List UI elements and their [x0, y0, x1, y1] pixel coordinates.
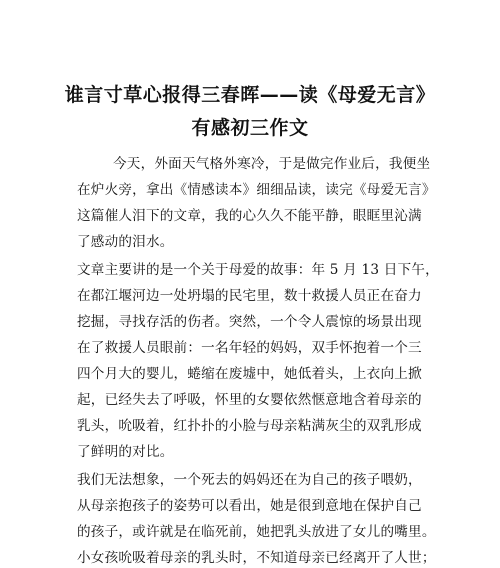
- document-title-line-2: 有感初三作文: [191, 117, 309, 139]
- paragraph-line: 挖掘，寻找存活的伤者。突然，一个令人震惊的场景出现: [77, 314, 422, 330]
- paragraph-line: 今天，外面天气格外寒冷，于是做完作业后，我便坐: [113, 156, 431, 172]
- paragraph-line: 的孩子，或许就是在临死前，她把乳头放进了女儿的嘴里。: [77, 524, 436, 540]
- paragraph-line: 在了救援人员眼前：一名年轻的妈妈，双手怀抱着一个三: [77, 340, 422, 356]
- paragraph-line: 我们无法想象，一个死去的妈妈还在为自己的孩子喂奶，: [77, 472, 422, 488]
- paragraph-line: 从母亲抱孩子的姿势可以看出，她是很到意地在保护自己: [77, 498, 422, 514]
- paragraph-line: 在炉火旁，拿出《情感读本》细细品读，读完《母爱无言》: [77, 182, 436, 198]
- document-title-line-1: 谁言寸草心报得三春晖——读《母爱无言》: [64, 84, 436, 106]
- paragraph-line: 小女孩吮吸着母亲的乳头时，不知道母亲已经离开了人世；: [77, 550, 436, 566]
- paragraph-line: 四个月大的婴儿，蜷缩在废墟中，她低着头，上衣向上掀: [77, 366, 422, 382]
- paragraph-line: 乳头，吮吸着，红扑扑的小脸与母亲粘满灰尘的双乳形成: [77, 418, 422, 434]
- paragraph-line: 这篇催人泪下的文章，我的心久久不能平静，眼眶里沁满: [77, 208, 422, 224]
- paragraph-line: 了鲜明的对比。: [77, 444, 174, 460]
- paragraph-line: 在都江堰河边一处坍塌的民宅里，数十救援人员正在奋力: [77, 288, 422, 304]
- paragraph-line: 起，已经失去了呼吸，怀里的女婴依然惬意地含着母亲的: [77, 392, 422, 408]
- paragraph-line: 文章主要讲的是一个关于母爱的故事：年 5 月 13 日下午，: [77, 262, 439, 278]
- paragraph-line: 了感动的泪水。: [77, 234, 174, 250]
